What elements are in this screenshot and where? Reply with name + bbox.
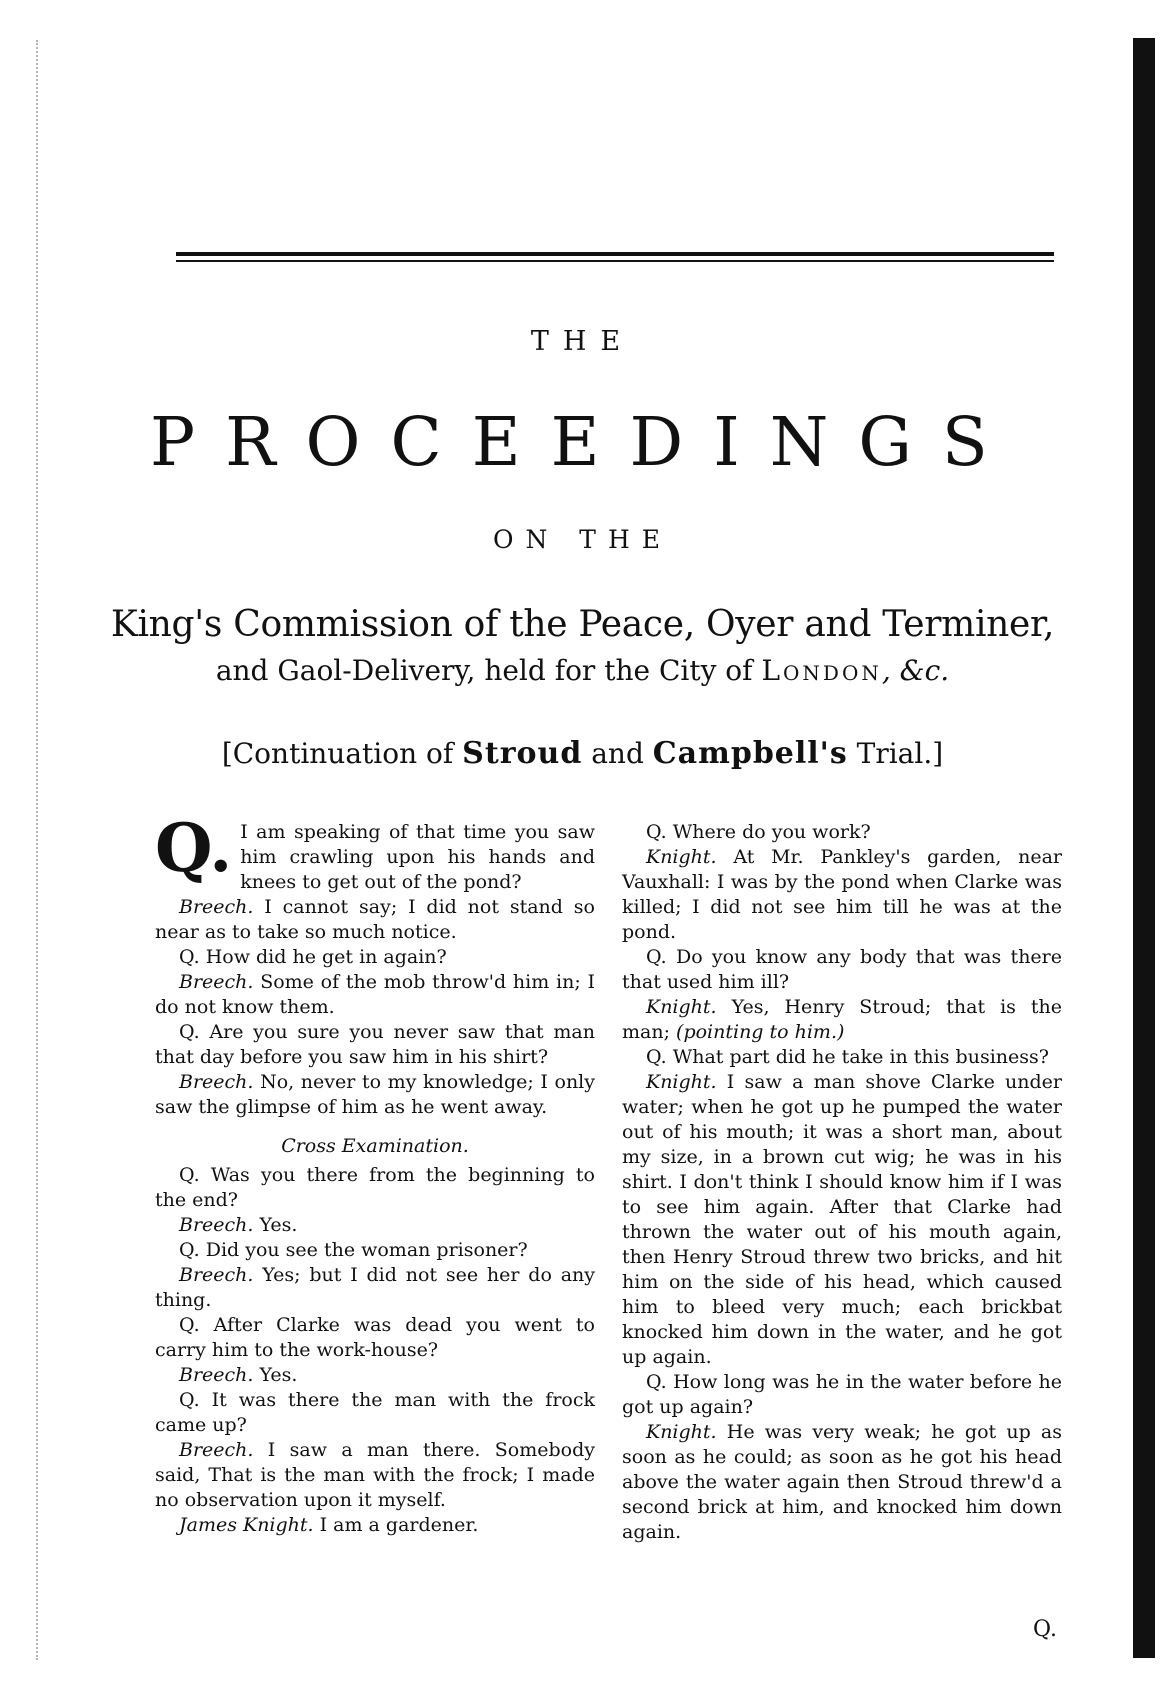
paragraph: Q. What part did he take in this business? [646,1046,1049,1068]
paragraph: Q. Where do you work? [646,821,871,843]
paragraph: Q. How did he get in again? [179,946,447,968]
paragraph [155,1513,595,1538]
paragraph-text: I am speaking of that time you saw him crawling upon his hands and knees to get out of the pond? [240,821,595,893]
left-column [155,809,595,1538]
paragraph-text: Yes; but I did not see her do any thing. [155,1264,595,1311]
paragraph-text: Yes, Henry Stroud; that is the man; [622,996,1062,1043]
speaker: Breech. [179,1439,254,1461]
name-stroud: Stroud [462,736,583,771]
speaker: Breech. [179,1364,254,1386]
paragraph [622,845,1062,945]
speaker: Breech. [179,1214,254,1236]
speaker: Breech. [179,971,254,993]
continuation-and: and [591,737,644,770]
paragraph-text: I cannot say; I did not stand so near as to take so much notice. [155,896,595,943]
section-heading: Cross Examination. [281,1135,469,1157]
paragraph: Q. It was there the man with the frock came up? [155,1389,595,1436]
right-column [622,820,1062,1545]
paragraph-text: No, never to my knowledge; I only saw the glimpse of him as he went away. [155,1071,595,1118]
paragraph-text: I saw a man shove Clarke under water; when he got up he pumped the water out of his mouth; it was a short man, about my size, in a brown cut wig; he was in his shirt. I don't think I should know him if I was to see him again. After that Clarke had thrown the water out of his mouth again, then Henry Stroud threw two bricks, and hit him on the side of his head, which caused him to bleed very much; each brickbat knocked him down in the water, and he got up again. [622,1071,1062,1368]
paragraph-text: He was very weak; he got up as soon as he could; as soon as he got his head above the water again then Stroud threw'd a second brick at him, and knocked him down again. [622,1421,1062,1543]
gaol-text-a: and Gaol-Delivery, held for the City of [215,654,753,687]
paragraph-text: Some of the mob throw'd him in; I do not know them. [155,971,595,1018]
speaker: Breech. [179,1071,254,1093]
continuation-line [0,736,1165,771]
heading-the: THE [530,326,635,357]
paragraph [155,1363,595,1388]
page-edge-specks [36,40,50,1660]
gaol-text-b: , &c. [881,654,950,687]
city-name: London [761,654,882,687]
header-rule-thick [176,252,1054,256]
header-rule-thin [176,260,1054,262]
continuation-a: [Continuation of [221,737,454,770]
speaker: Knight. [646,996,717,1018]
paragraph: Q. Was you there from the beginning to the end? [155,1164,595,1211]
paragraph [155,1438,595,1513]
name-campbell: Campbell's [652,736,848,771]
speaker: Knight. [646,846,717,868]
heading-on-the: ON THE [492,525,673,554]
paragraph [622,1420,1062,1545]
paragraph-text: At Mr. Pankley's garden, near Vauxhall: I was by the pond when Clarke was killed; I did not see him till he was at the pond. [622,846,1062,943]
paragraph [155,809,595,895]
paragraph: Q. After Clarke was dead you went to carry him to the work-house? [155,1314,595,1361]
heading-commission: King's Commission of the Peace, Oyer and Terminer, [110,604,1055,645]
speaker: Breech. [179,1264,254,1286]
speaker: James Knight. [179,1514,314,1536]
paragraph [155,1213,595,1238]
page-edge-shadow [1133,38,1155,1658]
paragraph [155,895,595,945]
heading-gaol-delivery [0,654,1165,687]
paragraph: Q. Do you know any body that was there that used him ill? [622,946,1062,993]
catchword: Q. [1033,1617,1057,1642]
paragraph [155,1263,595,1313]
paragraph [155,970,595,1020]
paragraph-text: I am a gardener. [313,1514,479,1536]
speaker: Breech. [179,896,254,918]
paragraph [622,1070,1062,1370]
paragraph [622,995,1062,1045]
speaker: Knight. [646,1421,717,1443]
paragraph-text: I saw a man there. Somebody said, That is the man with the frock; I made no observation upon it myself. [155,1439,595,1511]
paragraph: Q. Are you sure you never saw that man that day before you saw him in his shirt? [155,1021,595,1068]
paragraph: Q. How long was he in the water before he got up again? [622,1371,1062,1418]
continuation-b: Trial.] [856,737,944,770]
speaker: Knight. [646,1071,717,1093]
drop-cap: Q. [155,809,233,887]
heading-title: PROCEEDINGS [150,403,1018,481]
paragraph-text: Yes. [253,1364,298,1386]
stage-direction: (pointing to him.) [676,1021,845,1043]
paragraph-text: Yes. [253,1214,298,1236]
paragraph [155,1070,595,1120]
paragraph: Q. Did you see the woman prisoner? [179,1239,528,1261]
